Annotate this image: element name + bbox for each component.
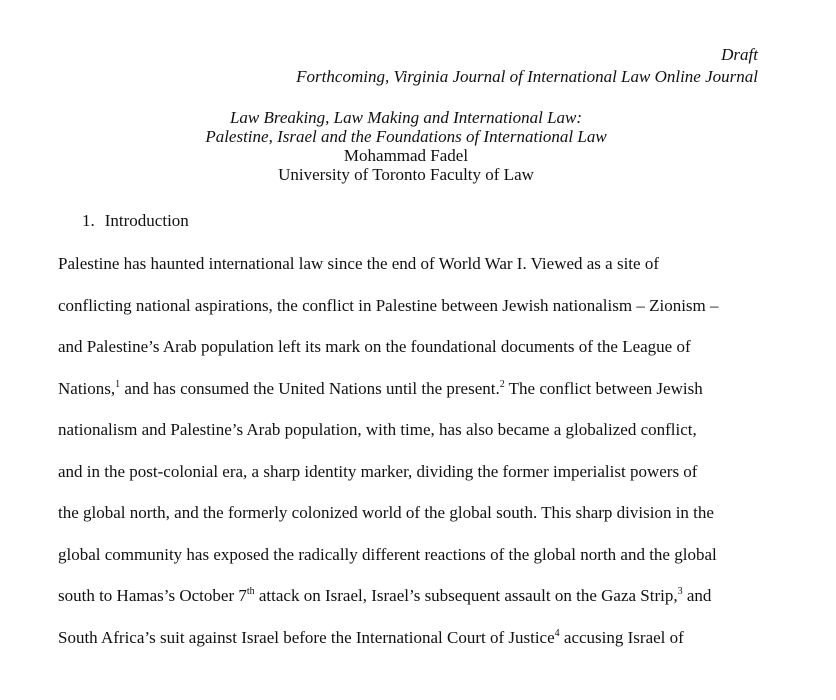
draft-label: Draft [721,45,758,64]
body-line-10-part-a: South Africa’s suit against Israel before the International Court of Justice [58,627,555,647]
body-line-7: the global north, and the formerly colonized world of the global south. This sharp division in the [58,503,714,522]
body-line-6: and in the post-colonial era, a sharp identity marker, dividing the former imperialist powers of [58,461,698,481]
footnote-ref-4[interactable]: 4 [554,627,560,639]
body-line-8: global community has exposed the radically different reactions of the global north and the global [58,544,717,564]
author-affiliation: University of Toronto Faculty of Law [278,165,534,184]
footnote-ref-2[interactable]: 2 [499,378,505,390]
body-line-10 [58,617,782,659]
journal-line: Forthcoming, Virginia Journal of International Law Online Journal [296,67,758,86]
title-line-2: Palestine, Israel and the Foundations of International Law [205,127,607,146]
body-line-1: Palestine has haunted international law since the end of World War I. Viewed as a site of [58,254,659,273]
author-name: Mohammad Fadel [343,146,469,165]
section-number: 1. [82,211,95,230]
body-line-5: nationalism and Palestine’s Arab population, with time, has also became a globalized conflict, [58,420,697,439]
footnote-ref-3[interactable]: 3 [677,586,683,597]
body-paragraph [58,243,782,658]
title-block [0,108,812,184]
section-title: Introduction [104,211,189,230]
section-heading [82,211,189,231]
body-line-4 [58,368,782,410]
title-line-1: Law Breaking, Law Making and International Law: [229,108,583,127]
footnote-ref-1[interactable]: 1 [115,378,121,390]
body-line-3: and Palestine’s Arab population left its mark on the foundational documents of the League of [58,337,691,356]
body-line-9-part-b: attack on Israel, Israel’s subsequent assault on the Gaza Strip, [254,586,678,605]
body-line-9-part-a: south to Hamas’s October 7 [58,586,247,605]
body-line-9 [58,575,782,617]
body-line-2: conflicting national aspirations, the conflict in Palestine between Jewish nationalism – Zionism – [58,295,719,315]
body-line-4-part-b: and has consumed the United Nations until the present. [120,378,500,398]
body-line-9-part-c: and [682,586,712,605]
body-line-4-part-a: Nations, [58,378,116,398]
ordinal-suffix: th [246,586,255,597]
body-line-4-part-c: The conflict between Jewish [504,378,703,398]
body-line-10-part-b: accusing Israel of [559,627,684,647]
